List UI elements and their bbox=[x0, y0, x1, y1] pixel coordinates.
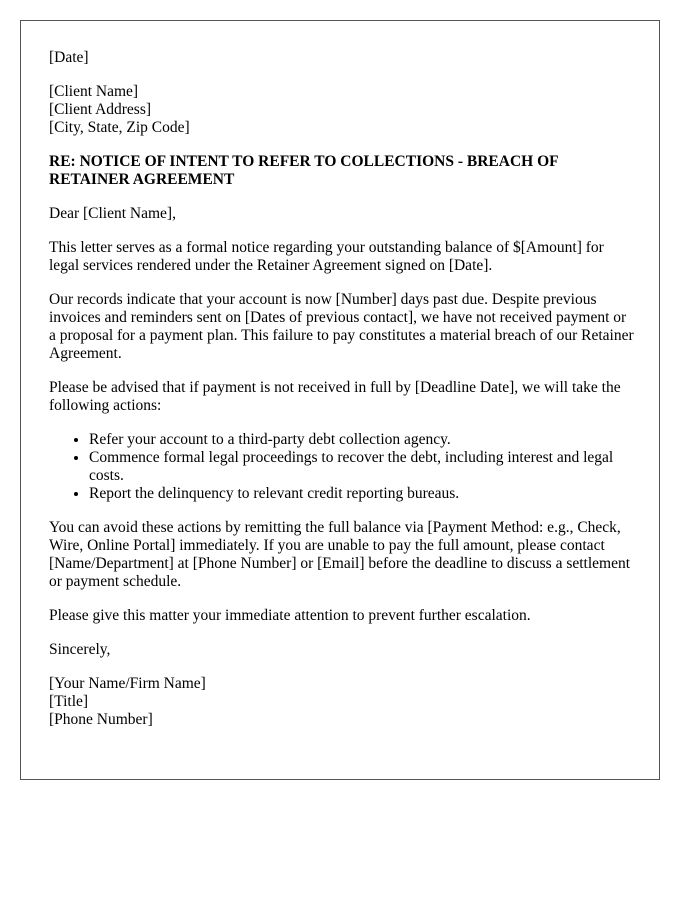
signature-title: [Title] bbox=[49, 693, 89, 710]
recipient-address-block bbox=[49, 83, 635, 137]
paragraph-avoid: You can avoid these actions by remitting the full balance via [Payment Method: e.g., Check, Wire, Online Portal] immediately. If you are unable to pay the full amount, please contact [Name/Department] at [Phone Number] or [Email] before the deadline to discuss a settlement or payment schedule. bbox=[49, 519, 631, 590]
paragraph-advise: Please be advised that if payment is not received in full by [Deadline Date], we will take the following actions: bbox=[49, 379, 621, 414]
subject-line: RE: NOTICE OF INTENT TO REFER TO COLLECTIONS - BREACH OF RETAINER AGREEMENT bbox=[49, 153, 559, 188]
paragraph-attention: Please give this matter your immediate attention to prevent further escalation. bbox=[49, 607, 531, 624]
letter-page bbox=[20, 20, 660, 780]
signature-phone: [Phone Number] bbox=[49, 711, 153, 728]
paragraph-records: Our records indicate that your account is now [Number] days past due. Despite previous invoices and reminders sent on [Dates of previous contact], we have not received payment or a proposal for a payment plan. This failure to pay constitutes a material breach of our Retainer Agreement. bbox=[49, 291, 634, 362]
action-item-legal-proceedings: • Commence formal legal proceedings to recover the debt, including interest and legal costs. bbox=[89, 449, 635, 485]
salutation: Dear [Client Name], bbox=[49, 205, 176, 222]
signature-block bbox=[49, 675, 635, 729]
closing: Sincerely, bbox=[49, 641, 111, 658]
letter-date: [Date] bbox=[49, 49, 89, 66]
action-item-collections: • Refer your account to a third-party debt collection agency. bbox=[89, 431, 635, 449]
recipient-city-state-zip: [City, State, Zip Code] bbox=[49, 119, 190, 136]
action-item-credit-report: • Report the delinquency to relevant credit reporting bureaus. bbox=[89, 485, 635, 503]
recipient-name: [Client Name] bbox=[49, 83, 139, 100]
recipient-address: [Client Address] bbox=[49, 101, 152, 118]
actions-list bbox=[49, 431, 635, 503]
letter-body bbox=[49, 49, 635, 729]
paragraph-intro: This letter serves as a formal notice regarding your outstanding balance of $[Amount] for legal services rendered under the Retainer Agreement signed on [Date]. bbox=[49, 239, 604, 274]
signature-name: [Your Name/Firm Name] bbox=[49, 675, 206, 692]
